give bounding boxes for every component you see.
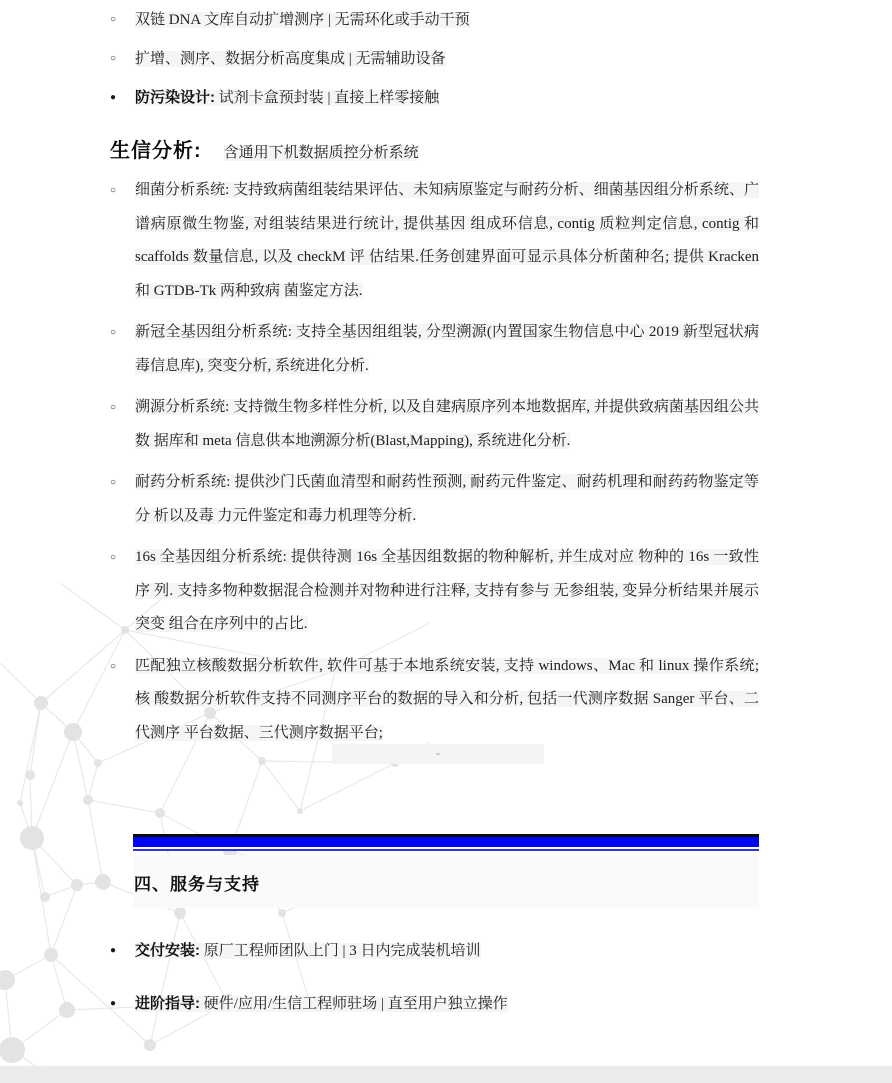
divider-thin-line [133,849,759,851]
list-item [0,650,892,751]
bioinfo-heading-note: 含通用下机数据质控分析系统 [223,145,419,161]
item-text: 耐药分析系统: 提供沙门氏菌血清型和耐药性预测, 耐药元件鉴定、耐药机理和耐药药物鉴定等分 析以及毒 力元件鉴定和毒力机理等分析. [135,474,759,524]
section-divider-bar [133,834,759,851]
item-text: 匹配独立核酸数据分析软件, 软件可基于本地系统安装, 支持 windows、Mac 和 linux 操作系统; 核 酸数据分析软件支持不同测序平台的数据的导入和分析, 包括一代测序数据 Sanger 平台、二代测序 平台数据、三代测序数据平台; [135,657,759,741]
disc-bullet-icon: ● [110,998,117,1009]
item-text: 硬件/应用/生信工程师驻场 | 直至用户独立操作 [200,996,508,1012]
list-item [0,10,892,30]
list-item [0,49,892,69]
bioinfo-list [0,174,892,750]
list-item [0,88,892,108]
item-label: 防污染设计: [135,89,215,106]
item-label: 交付安装: [135,942,200,959]
list-item [0,174,892,308]
bioinfo-heading-row [0,138,892,166]
highlight-artifact: ‐ [332,744,544,764]
item-text: 双链 DNA 文库自动扩增测序 | 无需环化或手动干预 [135,12,470,28]
disc-bullet-icon: ● [110,945,117,956]
feature-list [0,0,892,108]
circle-bullet-icon: ○ [110,185,117,196]
service-section-title: 四、服务与支持 [134,875,260,894]
service-section-band [133,855,759,908]
item-text: 16s 全基因组分析系统: 提供待测 16s 全基因组数据的物种解析, 并生成对应 物种的 16s 一致性序 列. 支持多物种数据混合检测并对物种进行注释, 支持有参与 无参组装, 变异分析结果并展示突变 组合在序列中的占比. [135,549,759,632]
item-text: 扩增、测序、数据分析高度集成 | 无需辅助设备 [135,51,446,67]
circle-bullet-icon: ○ [110,552,117,563]
bioinfo-heading: 生信分析: [110,140,202,162]
item-text: 试剂卡盒预封装 | 直接上样零接触 [215,90,440,106]
circle-bullet-icon: ○ [110,53,117,64]
list-item [0,941,892,961]
circle-bullet-icon: ○ [110,327,117,338]
list-item [0,391,892,458]
item-text: 新冠全基因组分析系统: 支持全基因组组装, 分型溯源(内置国家生物信息中心 2019 新型冠状病毒信息库), 突变分析, 系统进化分析. [135,324,759,374]
list-item [0,994,892,1014]
item-text: 溯源分析系统: 支持微生物多样性分析, 以及自建病原序列本地数据库, 并提供致病菌基因组公共数 据库和 meta 信息供本地溯源分析(Blast,Mapping), 系统进化分析. [135,399,759,449]
item-text: 原厂工程师团队上门 | 3 日内完成装机培训 [200,943,481,959]
circle-bullet-icon: ○ [110,477,117,488]
list-item [0,316,892,383]
disc-bullet-icon: ● [110,92,117,103]
circle-bullet-icon: ○ [110,660,117,672]
item-label: 进阶指导: [135,995,200,1012]
divider-blue-bar [133,837,759,847]
item-text: 细菌分析系统: 支持致病菌组装结果评估、未知病原鉴定与耐药分析、细菌基因组分析系统、广谱病原微生物鉴, 对组装结果进行统计, 提供基因 组成环信息, contig 质粒判定信息, contig 和 scaffolds 数量信息, 以及 checkM 评 估结果.任务创建界面可显示具体分析菌种名; 提供 Kracken 和 GTDB-Tk 两种致病 菌鉴定方法. [135,182,759,299]
list-item [0,541,892,642]
circle-bullet-icon: ○ [110,14,117,25]
list-item [0,466,892,533]
circle-bullet-icon: ○ [110,402,117,413]
service-list [0,941,892,1014]
